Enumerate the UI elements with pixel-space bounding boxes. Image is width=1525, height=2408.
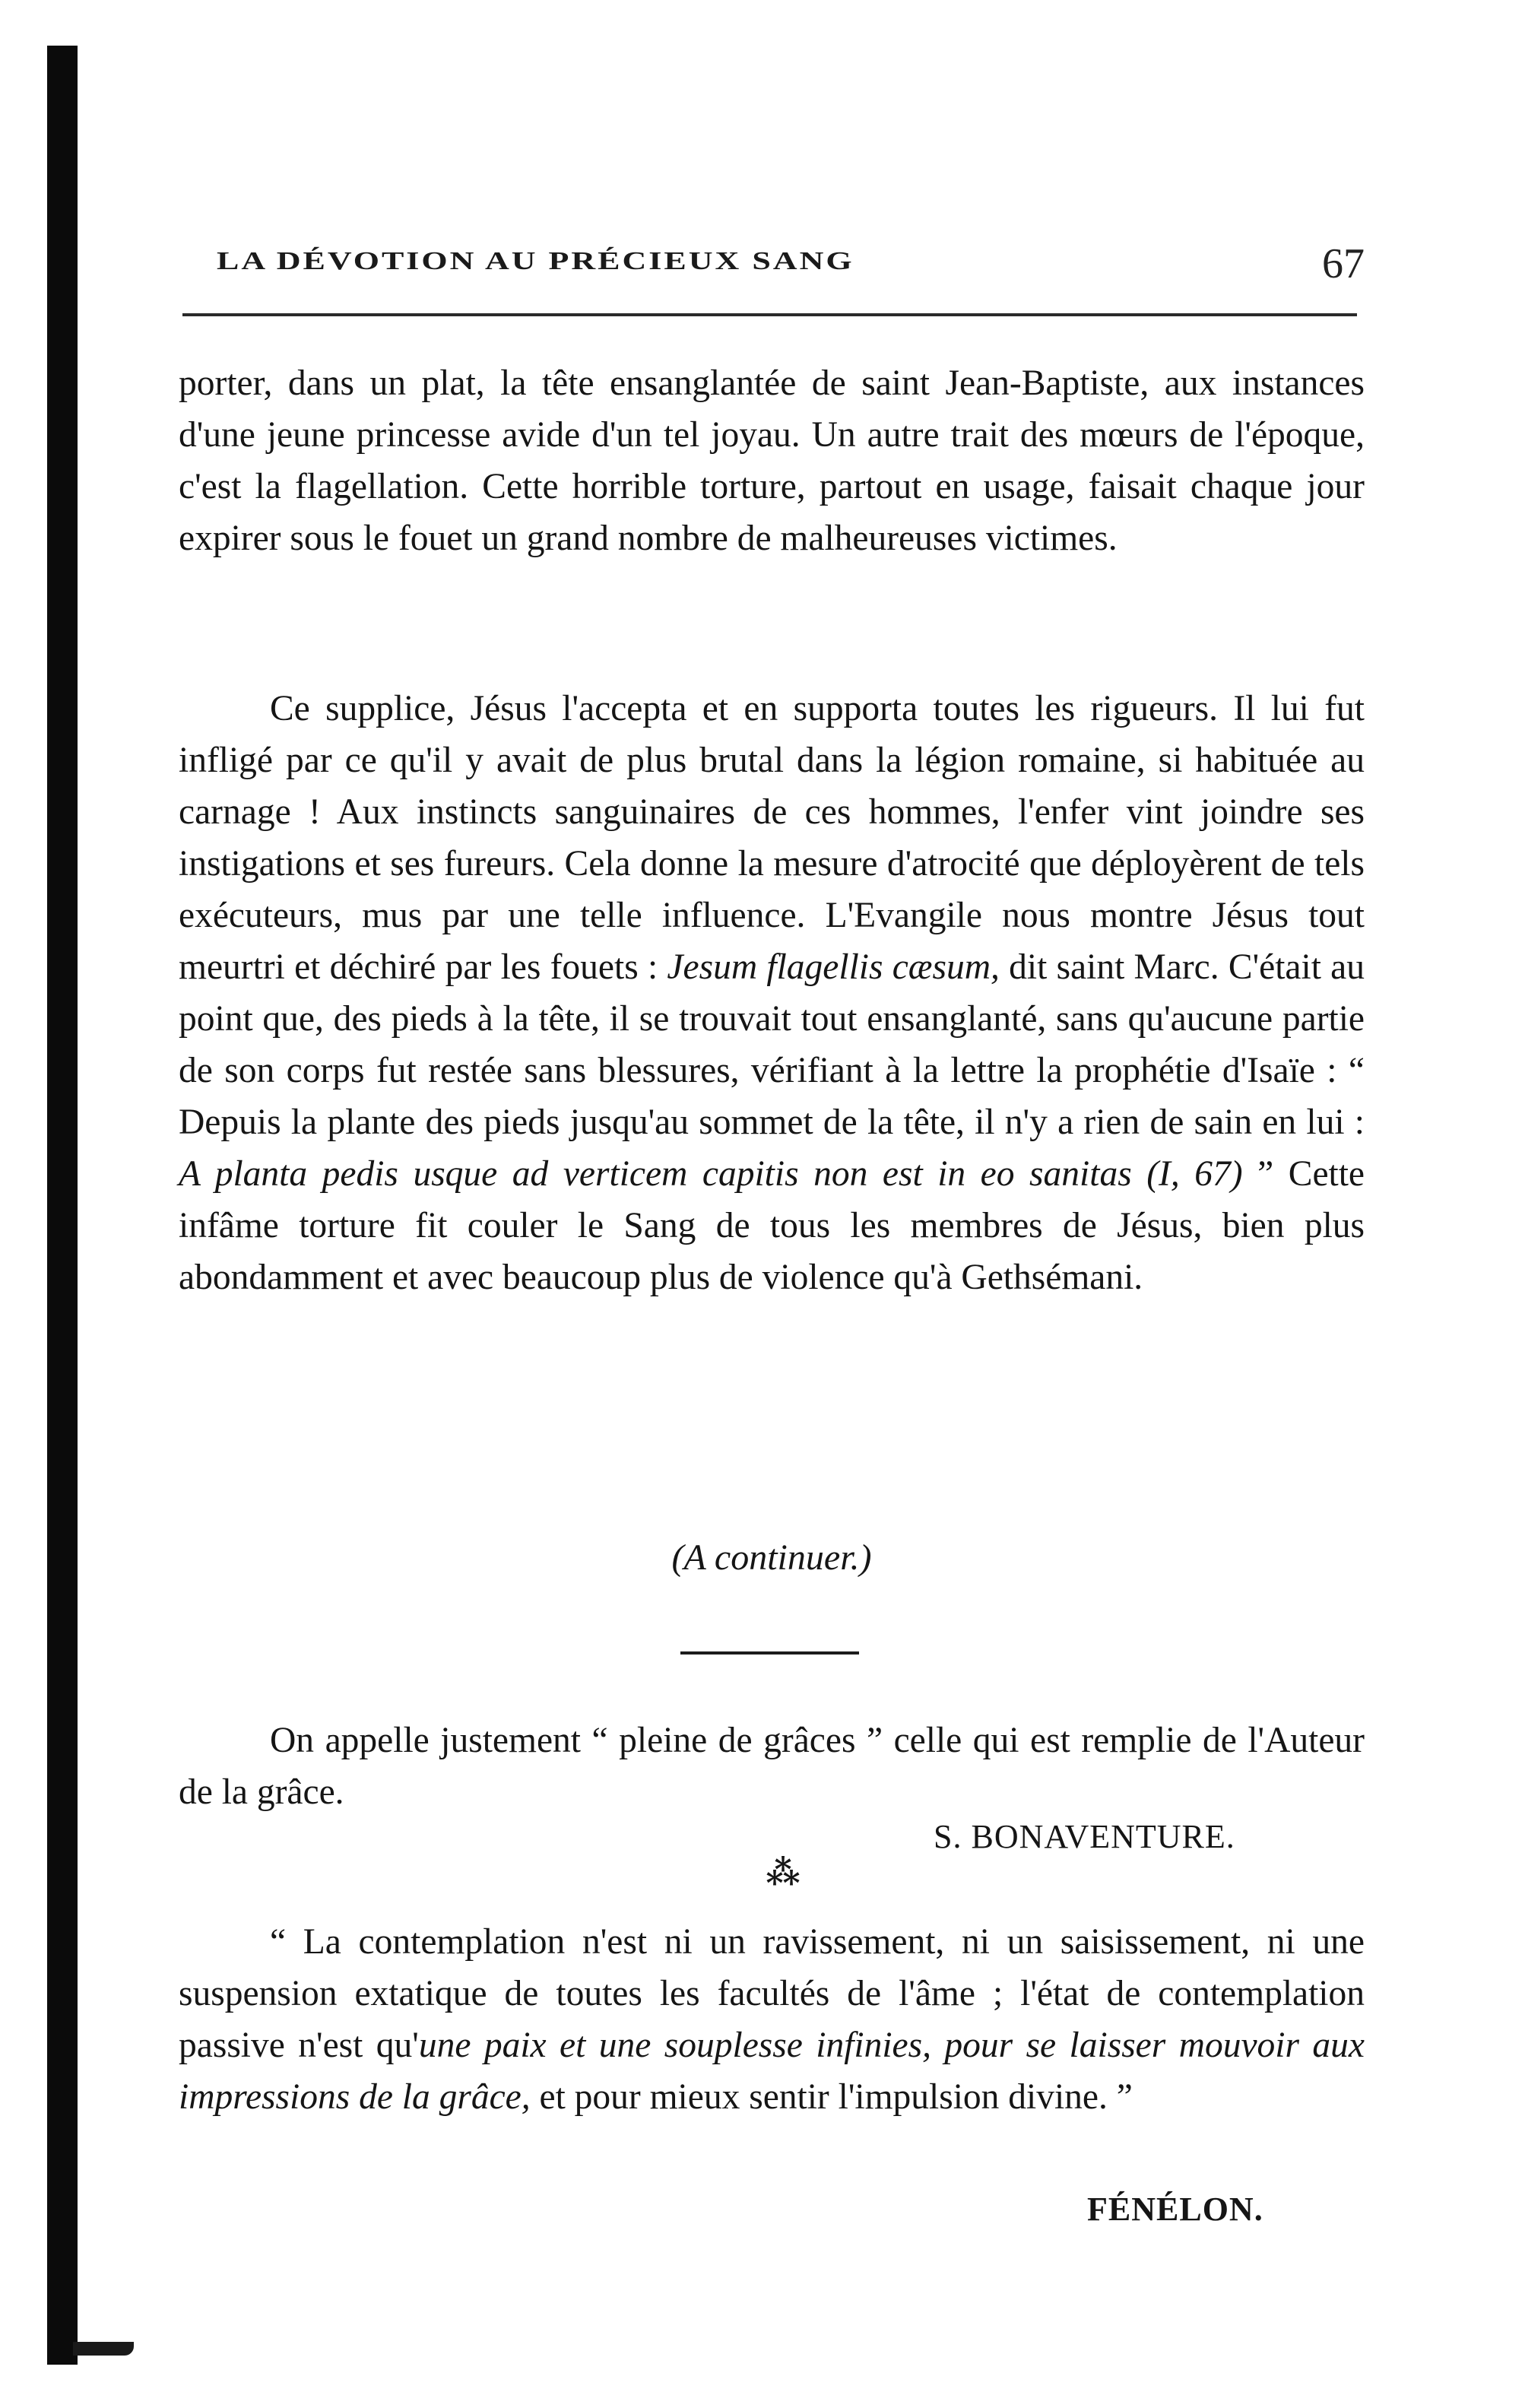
latin-quote-mark: Jesum flagellis cæsum, (667, 947, 1000, 987)
paragraph-2-part-a: Ce supplice, Jésus l'accepta et en supporta toutes les rigueurs. Il lui fut infligé par ce qu'il y avait de plus brutal dans la légion romaine, si habituée au carnage ! Aux instincts sanguinaires de ces hommes, l'enfer vint joindre ses instigations et ses fureurs. Cela donne la mesure d'atrocité que déployèrent de tels exécuteurs, mus par une telle influence. L'Evangile nous montre Jésus tout meurtri et déchiré par les fouets : (179, 689, 1365, 987)
paragraph-1 (179, 357, 1365, 564)
asterism-ornament: ⁂ (766, 1854, 801, 1892)
quote-fenelon-text (179, 1916, 1365, 2123)
quote-fenelon-italic: une paix et une souplesse infinies, pour se laisser mouvoir aux impressions de la grâce, (179, 2026, 1365, 2117)
to-be-continued: (A continuer.) (671, 1537, 872, 1578)
paragraph-2-part-b: dit saint Marc. C'était au point que, des pieds à la tête, il se trouvait tout ensanglanté, sans qu'aucune partie de son corps fut restée sans blessures, vérifiant à la lettre la prophétie d'Isaïe : “ Depuis la plante des pieds jusqu'au sommet de la tête, il n'y a rien de sain en lui : (179, 947, 1365, 1142)
paragraph-2 (179, 683, 1365, 1303)
paragraph-2-part-c: ” Cette infâme torture fit couler le Sang de tous les membres de Jésus, bien plus abondamment et avec beaucoup plus de violence qu'à Gethsémani. (179, 1154, 1365, 1297)
page-number: 67 (1322, 240, 1365, 287)
quote-fenelon (179, 1916, 1365, 2123)
book-spine-shadow (47, 46, 78, 2365)
book-spine-foot (73, 2342, 134, 2356)
header-rule (182, 313, 1357, 316)
section-divider (680, 1651, 859, 1655)
quote-fenelon-part-a: “ La contemplation n'est ni un ravissement, ni un saisissement, ni une suspension extatique de toutes les facultés de l'âme ; l'état de contemplation passive n'est qu' (179, 1922, 1365, 2065)
paragraph-2-text (179, 683, 1365, 1303)
quote-bonaventure-text: On appelle justement “ pleine de grâces ” celle qui est remplie de l'Auteur de la grâce. (179, 1721, 1365, 1812)
paragraph-1-text: porter, dans un plat, la tête ensanglantée de saint Jean-Baptiste, aux instances d'une jeune princesse avide d'un tel joyau. Un autre trait des mœurs de l'époque, c'est la flagellation. Cette horrible torture, partout en usage, faisait chaque jour expirer sous le fouet un grand nombre de malheureuses victimes. (179, 363, 1365, 558)
latin-quote-isaiah: A planta pedis usque ad verticem capitis non est in eo sanitas (I, 67) (179, 1154, 1243, 1194)
running-head: LA DÉVOTION AU PRÉCIEUX SANG (217, 246, 854, 275)
attribution-bonaventure: S. BONAVENTURE. (934, 1818, 1235, 1855)
page-header (217, 240, 1365, 285)
quote-bonaventure (179, 1715, 1365, 1818)
quote-fenelon-part-b: et pour mieux sentir l'impulsion divine. ” (530, 2077, 1133, 2117)
attribution-fenelon: FÉNÉLON. (1087, 2191, 1263, 2228)
